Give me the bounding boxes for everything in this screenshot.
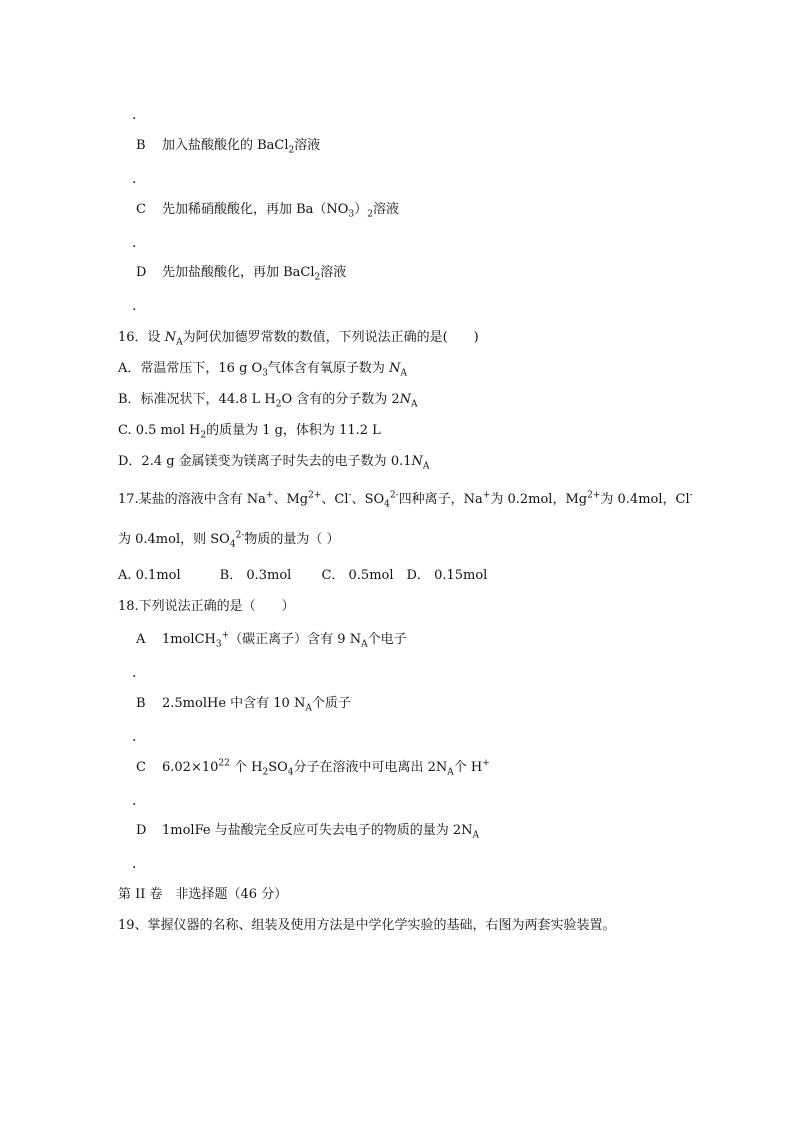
q18-stem: 18.下列说法正确的是（ ） (118, 599, 295, 614)
q15-option-c: C 先加稀硝酸酸化，再加 $Ba(NO_3)_2$溶液 (136, 202, 399, 220)
q18-option-a: A 1molCH$_3$+（碳正离子）含有 9 $N_A$个电子 (136, 630, 407, 650)
option-letter: A (136, 632, 146, 647)
section-heading: 第 II 卷 非选择题（46 分） (118, 887, 288, 902)
separator-dot: . (132, 729, 137, 745)
q15-option-b: B 加入盐酸酸化的 BaCl$_2$溶液 (136, 138, 321, 156)
q17-stem-line1: 17.某盐的溶液中含有 Na+、$Mg^{2+}$、Cl-、$SO_4^{2-}$四种离子，Na+为 0.2mol，$Mg^{2+}$为 0.4mol，Cl- (118, 490, 693, 510)
option-letter: C (136, 202, 146, 217)
q16-option-d: D．2.4 g 金属镁变为镁离子时失去的电子数为 $0.1N_A$ (118, 454, 430, 472)
separator-dot: . (132, 793, 137, 809)
q18-option-b: B 2.5molHe 中含有 10 $N_A$个质子 (136, 696, 351, 714)
separator-dot: . (132, 171, 137, 187)
q19-stem: 19、掌握仪器的名称、组装及使用方法是中学化学实验的基础，右图为两套实验装置。 (118, 918, 616, 933)
option-letter: D (136, 265, 147, 280)
option-letter: B (136, 138, 146, 153)
q16-stem: 16．设 $N_A$为阿伏加德罗常数的数值，下列说法正确的是( ) (118, 330, 479, 348)
separator-dot: . (132, 856, 137, 872)
q16-option-c: C. 0.5 mol $H_2$的质量为 1 g，体积为 11.2 L (118, 423, 381, 441)
separator-dot: . (132, 298, 137, 314)
option-letter: D (136, 823, 147, 838)
q16-option-a: A．常温常压下，16 g $O_3$气体含有氧原子数为 $N_A$ (118, 361, 407, 379)
separator-dot: . (132, 665, 137, 681)
option-letter: C (136, 760, 146, 775)
q16-option-b: B．标准况状下，44.8 L $H_2O$ 含有的分子数为 $2N_A$ (118, 392, 418, 410)
q18-option-c: C $6.02\times 10^{22}$ 个 $H_2SO_4$分子在溶液中可电离出 $2N_A$个 H+ (136, 758, 490, 778)
option-letter: B (136, 696, 146, 711)
q17-stem-line2: 为 0.4mol，则 $SO_4^{2-}$物质的量为（ ） (118, 530, 340, 550)
q15-option-d: D 先加盐酸酸化，再加 BaCl$_2$溶液 (136, 265, 347, 283)
q18-option-d: D 1molFe 与盐酸完全反应可失去电子的物质的量为 $2N_A$ (136, 823, 479, 841)
separator-dot: . (132, 107, 137, 123)
separator-dot: . (132, 235, 137, 251)
q17-options: A. 0.1mol B． 0.3mol C． 0.5mol D． 0.15mol (118, 568, 488, 583)
